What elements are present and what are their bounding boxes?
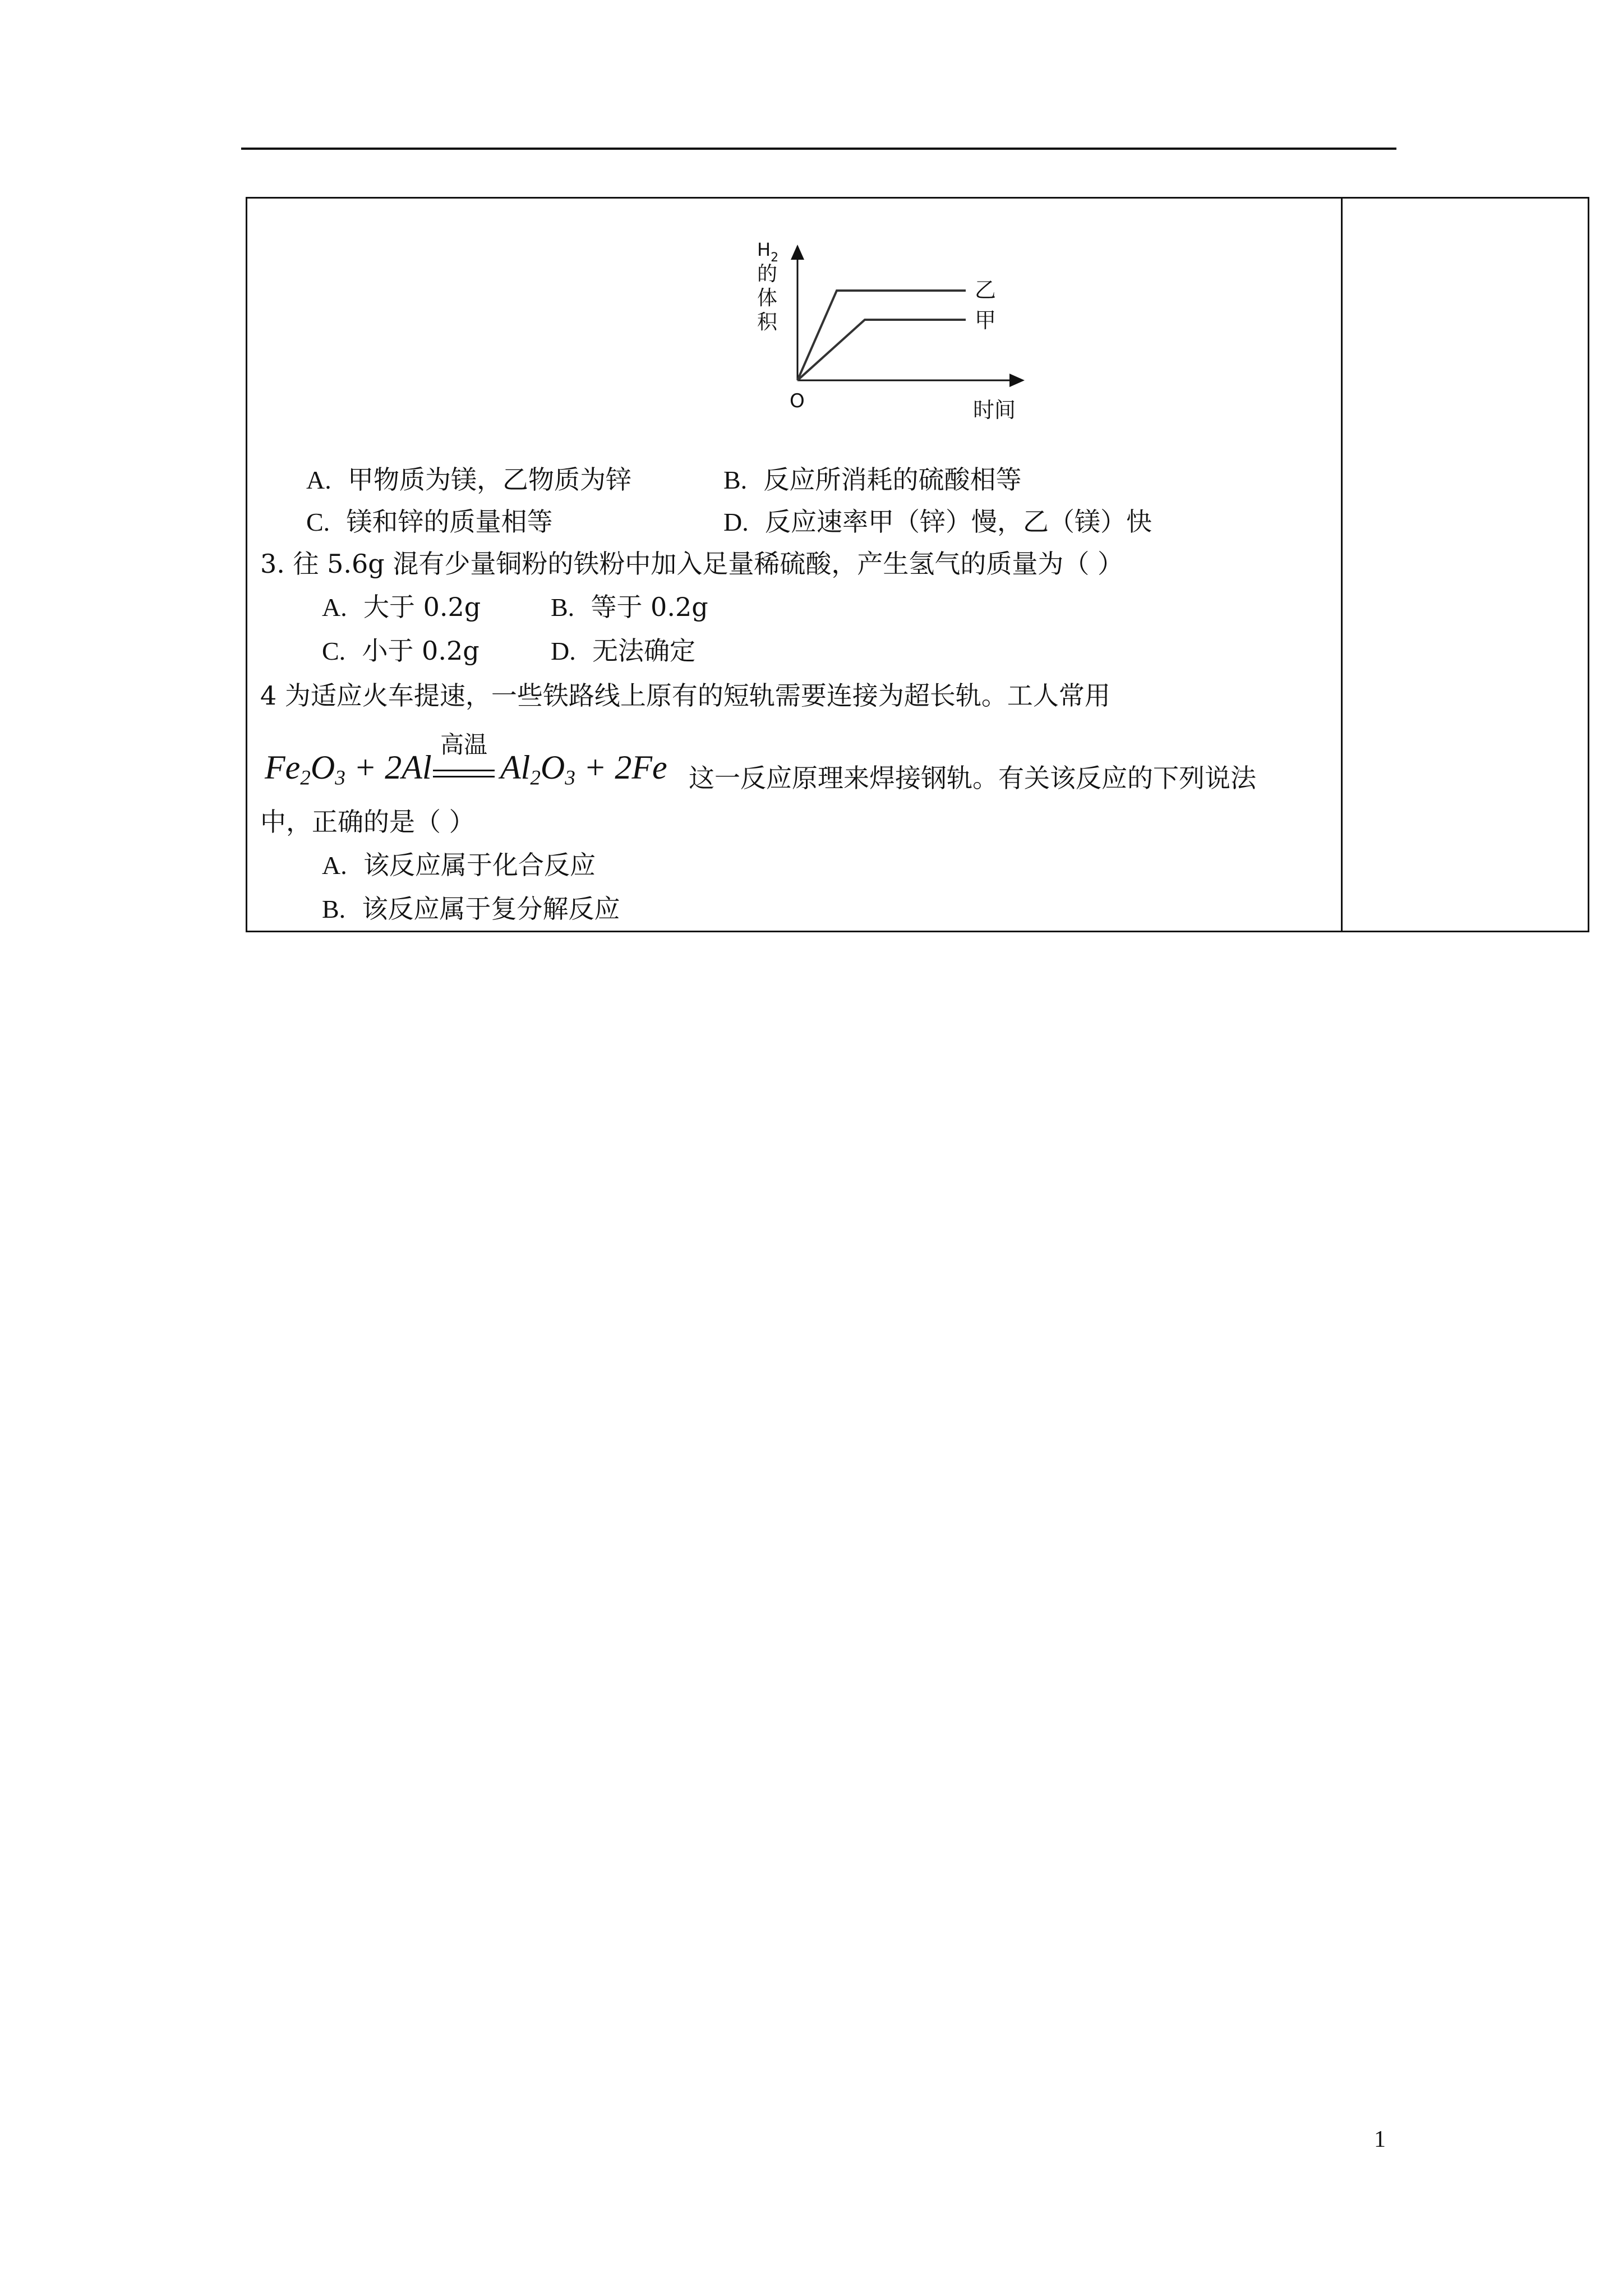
equation-condition-wrap (433, 729, 495, 761)
q4-option-a: A. 该反应属于化合反应 (322, 850, 596, 880)
equation-rhs: $Al_2O_3 + 2Fe$ (500, 749, 667, 790)
q2-option-a: A. 甲物质为镁，乙物质为锌 (306, 464, 631, 495)
y-label-char-1: 的 (757, 263, 778, 286)
curve-label-yi: 乙 (975, 278, 997, 302)
q2-option-c: C. 镁和锌的质量相等 (306, 507, 553, 537)
page-number: 1 (1374, 2127, 1386, 2152)
q3-stem: 3. 往 5.6g 混有少量铜粉的铁粉中加入足量稀硫酸，产生氢气的质量为（ ） (260, 549, 1123, 579)
q4-stem-line1: 4 为适应火车提速，一些铁路线上原有的短轨需要连接为超长轨。工人常用 (260, 680, 1110, 711)
q3-option-c: C. 小于 0.2g (322, 636, 479, 666)
equation-condition: 高温 (440, 731, 487, 758)
q4-stem-line2-tail: 这一反应原理来焊接钢轨。有关该反应的下列说法 (689, 763, 1256, 793)
header-rule (241, 148, 1396, 150)
origin-label: O (790, 390, 805, 412)
curve-jia (797, 320, 966, 380)
q4-stem-line3: 中，正确的是（ ） (260, 807, 475, 837)
q3-option-a: A. 大于 0.2g (322, 592, 481, 622)
curve-label-jia: 甲 (975, 308, 997, 333)
q3-option-b: B. 等于 0.2g (551, 592, 708, 622)
equation-equals-sign (433, 770, 495, 777)
table-column-divider (1341, 199, 1343, 931)
q2-option-d: D. 反应速率甲（锌）慢，乙（镁）快 (723, 507, 1152, 537)
y-label-char-2: 体 (757, 287, 778, 310)
h2-volume-time-graph (740, 229, 1032, 431)
q4-option-b: B. 该反应属于复分解反应 (322, 894, 620, 924)
curve-yi (797, 291, 966, 380)
equation-lhs: $Fe_2O_3 + 2Al$ (265, 749, 432, 790)
y-label-h: $H_2$ (757, 239, 779, 265)
q2-option-b: B. 反应所消耗的硫酸相等 (723, 464, 1022, 495)
x-axis-label: 时间 (973, 398, 1016, 422)
thermite-equation (265, 729, 691, 808)
graph-svg (740, 229, 1032, 431)
y-label-char-3: 积 (757, 311, 778, 334)
q3-option-d: D. 无法确定 (551, 636, 695, 666)
